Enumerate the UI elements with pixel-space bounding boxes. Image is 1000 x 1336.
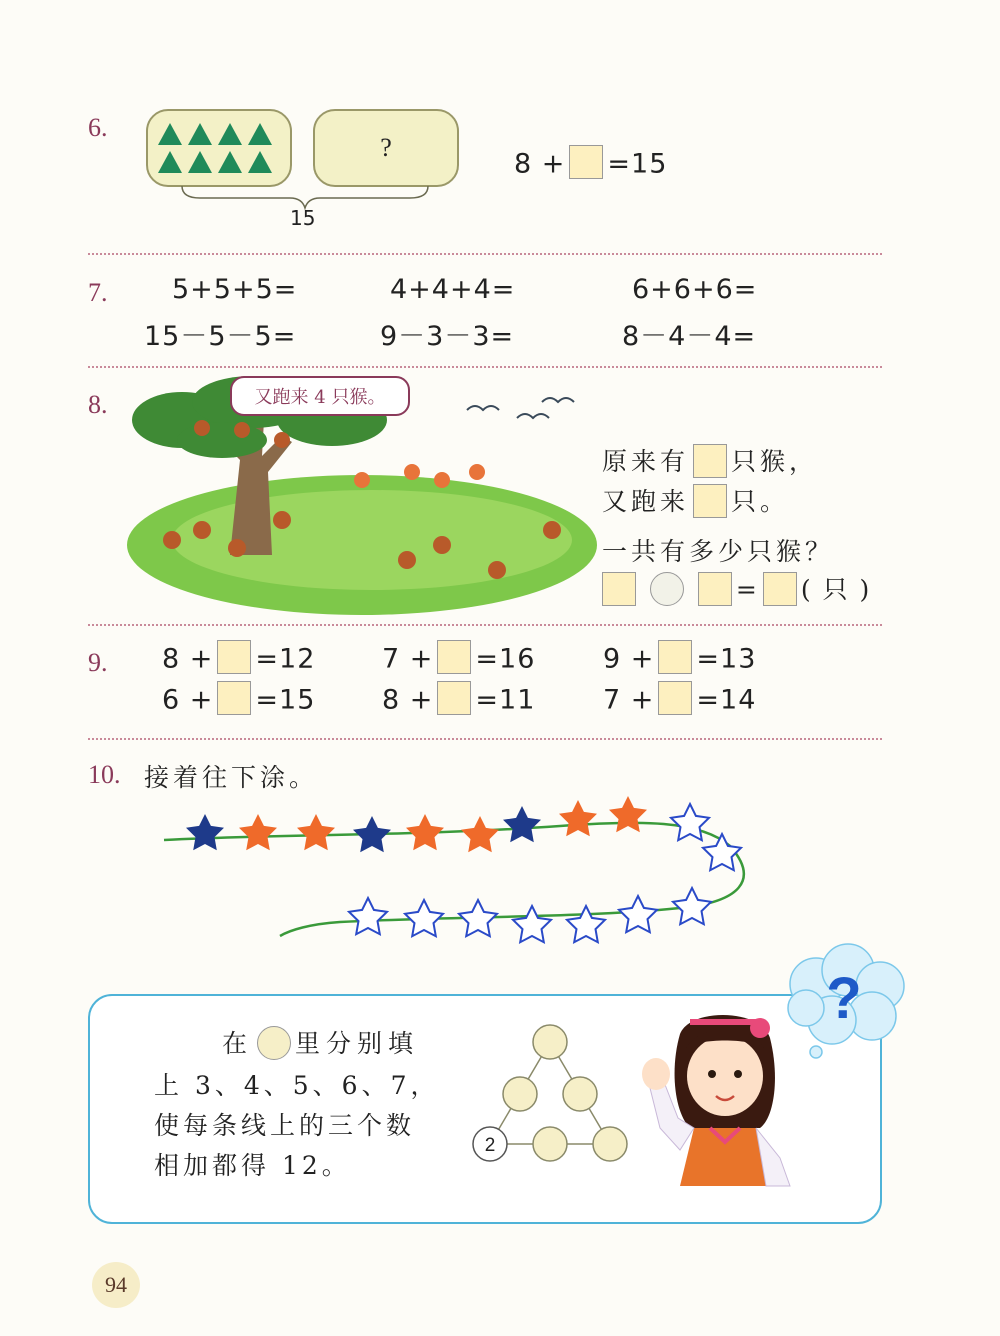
q6-eq-right: =15 xyxy=(607,148,668,180)
number-triangle-puzzle xyxy=(466,1022,646,1172)
blank-star[interactable] xyxy=(459,900,497,936)
q9-right: =11 xyxy=(475,684,536,716)
answer-box[interactable] xyxy=(693,484,727,518)
blank-star[interactable] xyxy=(619,896,657,932)
q9-equation xyxy=(603,684,756,718)
q8-eq-unit: ( 只 ) xyxy=(800,575,872,604)
total-label: 15 xyxy=(290,206,316,230)
star-chain xyxy=(160,790,780,950)
q7-expr: 4+4+4= xyxy=(390,274,516,305)
puzzle-text-line-1 xyxy=(222,1024,419,1063)
unknown-card xyxy=(313,109,459,187)
puzzle-circle[interactable] xyxy=(533,1127,567,1161)
q8-equation xyxy=(598,570,871,609)
unknown-question-mark: ? xyxy=(380,133,392,162)
orange-star[interactable] xyxy=(559,800,597,836)
blue-star[interactable] xyxy=(353,816,391,852)
q8-line-1 xyxy=(602,442,818,481)
blank-star[interactable] xyxy=(671,804,709,840)
q9-equation xyxy=(162,684,315,718)
q9-left: 7 + xyxy=(382,643,434,675)
q8-line2-b: 只。 xyxy=(731,487,790,516)
q7-expr: 8－4－4= xyxy=(622,321,757,352)
answer-box[interactable] xyxy=(698,572,732,606)
blank-star[interactable] xyxy=(673,888,711,924)
q9-left: 6 + xyxy=(162,684,214,716)
answer-box[interactable] xyxy=(437,640,471,674)
blue-star[interactable] xyxy=(186,814,224,850)
blank-star[interactable] xyxy=(703,834,741,870)
answer-box[interactable] xyxy=(602,572,636,606)
separator xyxy=(88,738,882,740)
thought-question-mark: ? xyxy=(826,966,862,1031)
q9-equation xyxy=(162,643,315,677)
q8-question: 一共有多少只猴？ xyxy=(602,537,835,566)
orange-star[interactable] xyxy=(239,814,277,850)
answer-box[interactable] xyxy=(437,681,471,715)
q9-right: =14 xyxy=(696,684,757,716)
puzzle-text-1b: 里分别填 xyxy=(295,1029,420,1058)
q9-right: =12 xyxy=(255,643,316,675)
q9-right: =15 xyxy=(255,684,316,716)
girl-illustration xyxy=(630,1008,820,1186)
q9-left: 7 + xyxy=(603,684,655,716)
blank-star[interactable] xyxy=(405,900,443,936)
q9-left: 8 + xyxy=(162,643,214,675)
answer-box[interactable] xyxy=(693,444,727,478)
q6-eq-left: 8 + xyxy=(514,148,566,180)
separator xyxy=(88,624,882,626)
speech-bubble xyxy=(230,376,410,416)
question-number-8: 8. xyxy=(88,390,108,419)
puzzle-circle[interactable] xyxy=(533,1025,567,1059)
inline-circle xyxy=(257,1026,291,1060)
blue-star[interactable] xyxy=(503,806,541,842)
question-number-10: 10. xyxy=(88,760,121,789)
q9-left: 9 + xyxy=(603,643,655,675)
blank-star[interactable] xyxy=(349,898,387,934)
q9-equation xyxy=(382,643,535,677)
q6-equation xyxy=(514,148,667,182)
q9-right: =16 xyxy=(475,643,536,675)
puzzle-circle[interactable] xyxy=(503,1077,537,1111)
question-number-9: 9. xyxy=(88,648,108,677)
puzzle-text-line-3: 使每条线上的三个数 xyxy=(154,1111,416,1140)
puzzle-text-line-2: 上 3、4、5、6、7， xyxy=(154,1071,440,1100)
orange-star[interactable] xyxy=(297,814,335,850)
blank-star[interactable] xyxy=(567,906,605,942)
q9-equation xyxy=(603,643,756,677)
answer-box[interactable] xyxy=(763,572,797,606)
puzzle-circle[interactable] xyxy=(563,1077,597,1111)
q10-instruction: 接着往下涂。 xyxy=(144,763,319,792)
page-number: 94 xyxy=(92,1262,140,1308)
q7-expr: 6+6+6= xyxy=(632,274,758,305)
puzzle-circle[interactable] xyxy=(593,1127,627,1161)
blank-star[interactable] xyxy=(513,906,551,942)
answer-box[interactable] xyxy=(217,640,251,674)
q7-expr: 5+5+5= xyxy=(172,274,298,305)
q9-right: =13 xyxy=(696,643,757,675)
puzzle-text-line-4: 相加都得 12。 xyxy=(154,1151,351,1180)
separator xyxy=(88,253,882,255)
question-number-7: 7. xyxy=(88,278,108,307)
q8-line-2 xyxy=(602,482,789,521)
q8-line1-a: 原来有 xyxy=(602,447,690,476)
answer-box[interactable] xyxy=(217,681,251,715)
answer-box[interactable] xyxy=(569,145,603,179)
orange-star[interactable] xyxy=(461,816,499,852)
orange-star[interactable] xyxy=(609,796,647,832)
separator xyxy=(88,366,882,368)
question-number-6: 6. xyxy=(88,113,108,142)
triangle-card xyxy=(146,109,292,187)
q8-line1-b: 只猴， xyxy=(731,447,819,476)
monkey-scene-illustration xyxy=(122,380,592,620)
orange-star[interactable] xyxy=(406,814,444,850)
answer-box[interactable] xyxy=(658,640,692,674)
q9-left: 8 + xyxy=(382,684,434,716)
q8-line2-a: 又跑来 xyxy=(602,487,690,516)
green-triangles xyxy=(148,111,290,185)
q7-expr: 15－5－5= xyxy=(144,321,297,352)
q9-equation xyxy=(382,684,535,718)
answer-box[interactable] xyxy=(658,681,692,715)
speech-text: 又跑来 4 只猴。 xyxy=(254,387,386,408)
operator-circle[interactable] xyxy=(650,572,684,606)
given-number: 2 xyxy=(484,1135,496,1156)
puzzle-text-1a: 在 xyxy=(222,1029,254,1058)
q7-expr: 9－3－3= xyxy=(380,321,515,352)
q8-eq-equals: = xyxy=(735,575,759,604)
